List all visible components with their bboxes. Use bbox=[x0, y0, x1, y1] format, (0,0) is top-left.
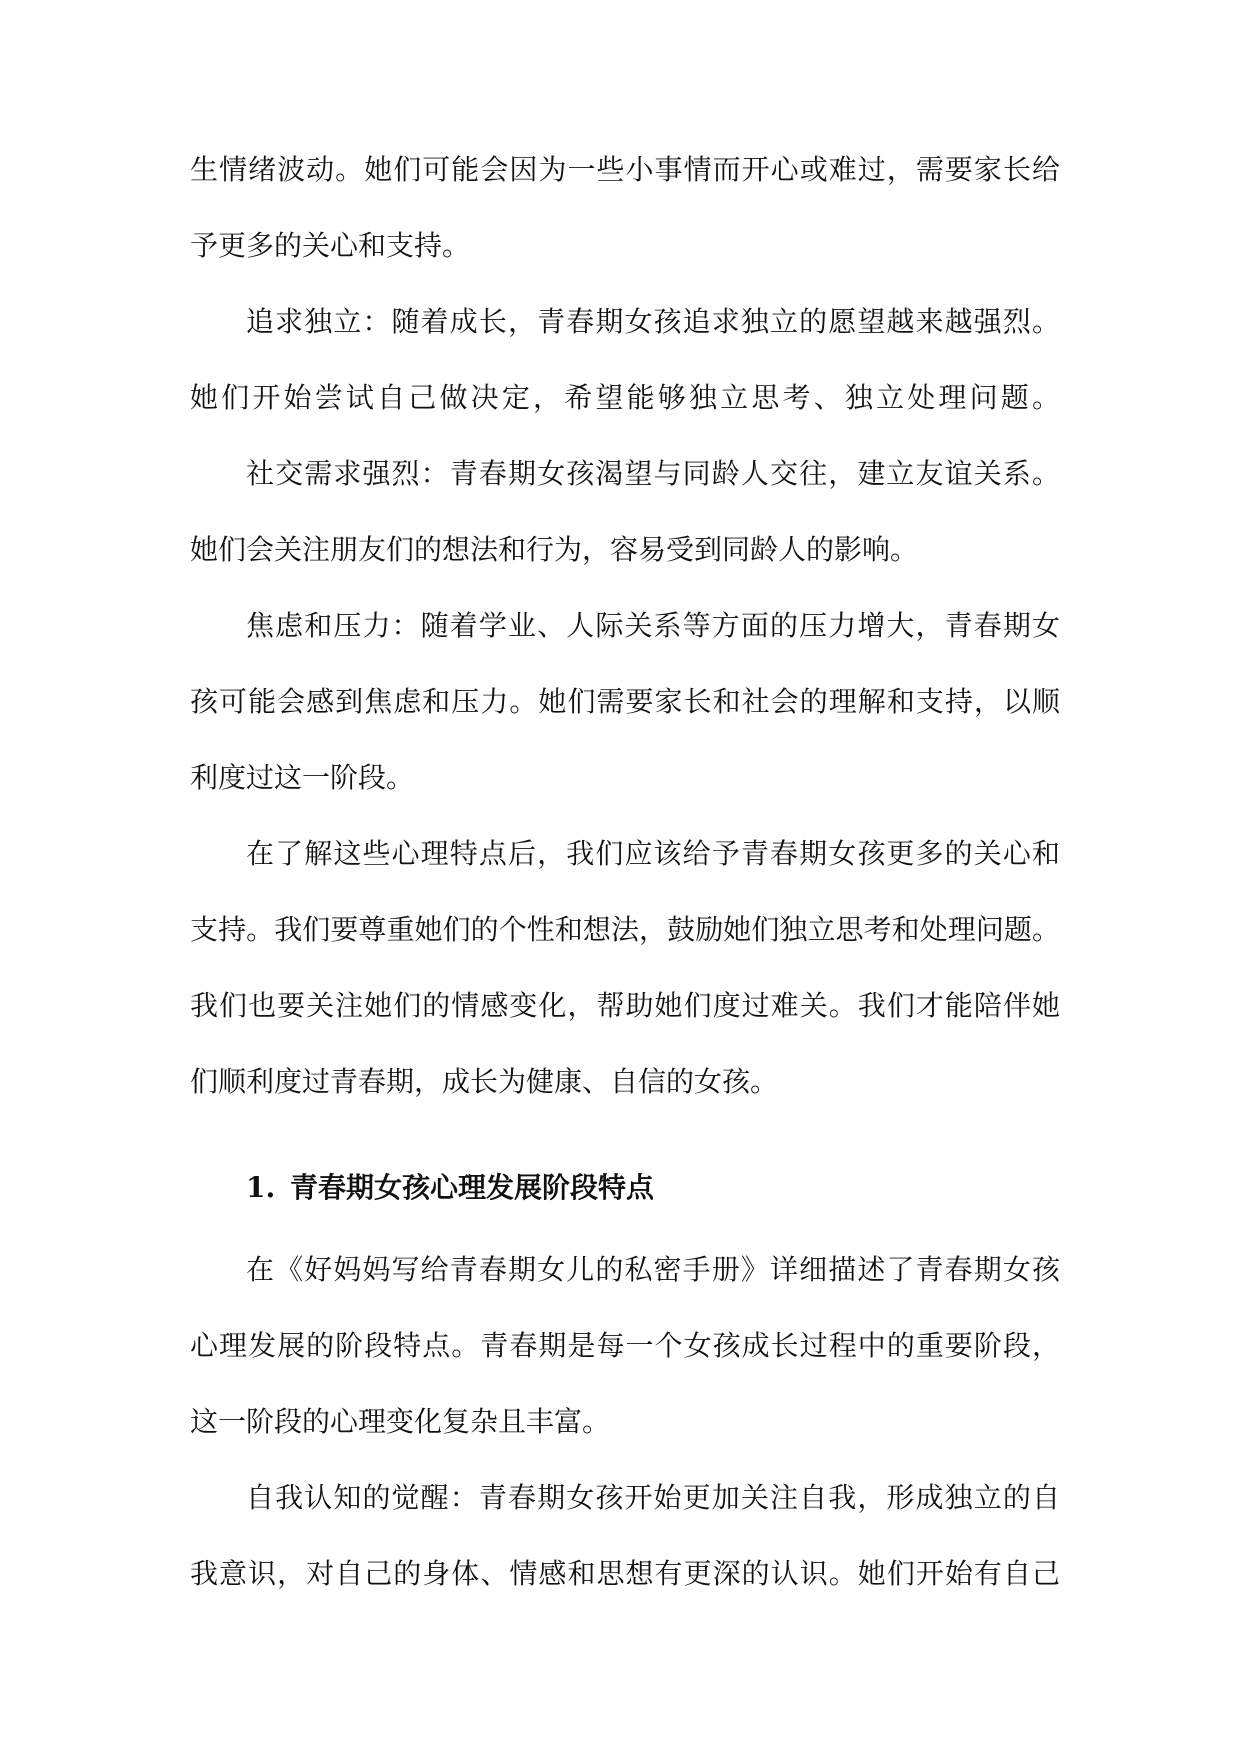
body-text-line: 在《好妈妈写给青春期女儿的私密手册》详细描述了青春期女孩 bbox=[246, 1253, 1060, 1286]
body-text-line: 焦虑和压力：随着学业、人际关系等方面的压力增大，青春期女 bbox=[246, 609, 1060, 642]
body-text-line: 她们开始尝试自己做决定，希望能够独立思考、独立处理问题。 bbox=[190, 381, 1060, 414]
body-text-line: 她们会关注朋友们的想法和行为，容易受到同龄人的影响。 bbox=[190, 533, 919, 566]
body-text-line: 孩可能会感到焦虑和压力。她们需要家长和社会的理解和支持，以顺 bbox=[190, 685, 1060, 718]
body-text-line: 支持。我们要尊重她们的个性和想法，鼓励她们独立思考和处理问题。 bbox=[190, 913, 1060, 946]
section-heading bbox=[246, 1168, 654, 1208]
body-text-line: 予更多的关心和支持。 bbox=[190, 229, 471, 262]
body-text-line: 心理发展的阶段特点。青春期是每一个女孩成长过程中的重要阶段， bbox=[190, 1329, 1060, 1362]
section-number: 1. bbox=[246, 1171, 276, 1204]
body-text-line: 们顺利度过青春期，成长为健康、自信的女孩。 bbox=[190, 1065, 779, 1098]
body-text-line: 追求独立：随着成长，青春期女孩追求独立的愿望越来越强烈。 bbox=[246, 305, 1060, 338]
body-text-line: 自我认知的觉醒：青春期女孩开始更加关注自我，形成独立的自 bbox=[246, 1481, 1060, 1514]
body-text-line: 这一阶段的心理变化复杂且丰富。 bbox=[190, 1405, 611, 1438]
body-text-line: 社交需求强烈：青春期女孩渴望与同龄人交往，建立友谊关系。 bbox=[246, 457, 1060, 490]
body-text-line: 我们也要关注她们的情感变化，帮助她们度过难关。我们才能陪伴她 bbox=[190, 989, 1060, 1022]
body-text-line: 生情绪波动。她们可能会因为一些小事情而开心或难过，需要家长给 bbox=[190, 153, 1060, 186]
body-text-line: 利度过这一阶段。 bbox=[190, 761, 415, 794]
body-text-line: 在了解这些心理特点后，我们应该给予青春期女孩更多的关心和 bbox=[246, 837, 1060, 870]
body-text-line: 我意识，对自己的身体、情感和思想有更深的认识。她们开始有自己 bbox=[190, 1557, 1060, 1590]
section-title: 青春期女孩心理发展阶段特点 bbox=[290, 1171, 655, 1204]
